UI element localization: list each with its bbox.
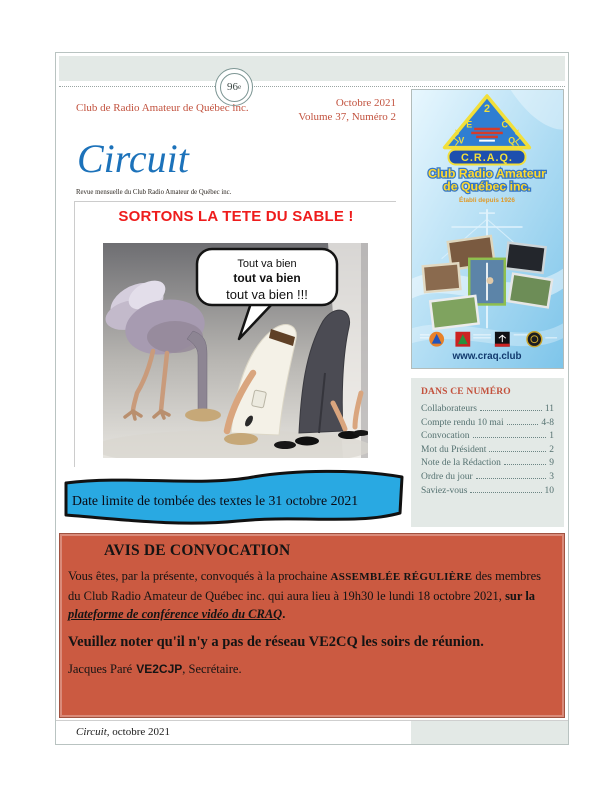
toc-item-label: Ordre du jour (421, 471, 473, 482)
poster-org-name-1: Club Radio Amateur (428, 166, 547, 181)
newsletter-subtitle: Revue mensuelle du Club Radio Amateur de Québec inc. (76, 189, 232, 196)
content-top-rule (74, 201, 396, 202)
cartoon-headline: SORTONS LA TETE DU SABLE ! (118, 208, 354, 225)
callsign-letter-2: 2 (483, 102, 491, 115)
toc-item (421, 404, 554, 414)
poster-website: www.craq.club (452, 351, 522, 363)
anniversary-badge-text: 96 e (220, 73, 249, 102)
toc-item (421, 445, 554, 455)
top-strip (59, 56, 565, 81)
toc-item (421, 458, 554, 468)
sand-mound (224, 433, 258, 445)
footer-date: octobre 2021 (109, 726, 170, 738)
toc-leader-dots (480, 410, 542, 411)
dotted-rule (59, 86, 565, 87)
toc-item-label: Saviez-vous (421, 485, 468, 496)
bubble-line-1: Tout va bien (237, 258, 297, 270)
signature-callsign: VE2CJP (136, 661, 183, 676)
toc-item-page: 10 (544, 485, 554, 496)
newsletter-page (55, 52, 569, 745)
notice-box (59, 533, 565, 718)
toc-panel (411, 378, 564, 527)
bubble-line-2: tout va bien (233, 271, 301, 285)
footer-right-panel (411, 721, 568, 744)
sand-mound (185, 409, 221, 422)
toc-leader-dots (489, 451, 546, 452)
issue-volume: Volume 37, Numéro 2 (298, 111, 396, 123)
notice-network-note: Veuillez noter qu'il n'y a pas de réseau VE2CQ les soirs de réunion. (68, 633, 484, 650)
toc-title: DANS CE NUMÉRO (421, 387, 511, 397)
toc-item-label: Mot du Président (421, 444, 487, 455)
toc-item (421, 486, 554, 496)
notice-p1-a: Vous êtes, par la présente, convoqués à la prochaine (68, 569, 331, 583)
craq-acronym: C.R.A.Q. (461, 151, 513, 164)
notice-p1-d: sur la (505, 588, 536, 603)
notice-platform-link-text: plateforme de conférence vidéo du CRAQ (68, 607, 283, 621)
poster-org-name-2: de Québec inc. (443, 179, 531, 194)
notice-paragraph (68, 567, 554, 624)
toc-item (421, 472, 554, 482)
toc-leader-dots (473, 437, 547, 438)
issue-block (236, 96, 396, 124)
toc-item (421, 431, 554, 441)
signature-role: , Secrétaire. (182, 661, 242, 676)
toc-item-label: Convocation (421, 431, 470, 442)
notice-p1-f: . (282, 607, 286, 621)
logo-dark-circle (527, 332, 542, 347)
notice-signature (68, 662, 554, 677)
newsletter-title: Circuit (77, 136, 189, 181)
craq-poster-image (412, 90, 563, 368)
toc-item-page: 3 (549, 471, 554, 482)
toc-leader-dots (504, 464, 546, 465)
toc-leader-dots (507, 424, 539, 425)
callsign-letter-v: V (458, 135, 465, 146)
toc-item-page: 4-8 (541, 417, 554, 428)
footer (56, 720, 568, 744)
toc-leader-dots (476, 478, 547, 479)
toc-item-page: 11 (544, 404, 554, 414)
content-left-rule (74, 201, 75, 467)
toc-item-page: 9 (549, 458, 554, 469)
callsign-letter-c: C (501, 119, 508, 130)
cartoon-image (103, 243, 368, 458)
footer-text (76, 726, 170, 738)
toc-item-label: Note de la Rédaction (421, 458, 501, 469)
toc-leader-dots (470, 492, 541, 493)
issue-month: Octobre 2021 (335, 97, 396, 109)
toc-item-page: 2 (549, 444, 554, 455)
toc-item-label: Compte rendu 10 mai (421, 417, 504, 428)
poster-established: Établi depuis 1926 (459, 197, 515, 205)
notice-assembly-emphasis: ASSEMBLÉE RÉGULIÈRE (330, 571, 473, 583)
toc-item (421, 418, 554, 428)
notice-p1-c: des membres du Club Radio Amateur de Québec inc. qui aura lieu à 19h30 le lundi 18 octobre 2021, (68, 569, 541, 603)
club-name: Club de Radio Amateur de Québec inc. (76, 102, 249, 114)
callsign-letter-q: Q (508, 135, 516, 146)
footer-title: Circuit, (76, 726, 110, 738)
deadline-banner (58, 465, 410, 529)
callsign-letter-e: E (466, 119, 473, 130)
signature-name: Jacques Paré (68, 661, 133, 676)
craq-poster (411, 89, 564, 369)
notice-title: AVIS DE CONVOCATION (104, 542, 291, 559)
toc-item-page: 1 (549, 431, 554, 442)
bubble-line-3: tout va bien !!! (226, 287, 308, 302)
deadline-banner-text: Date limite de tombée des textes le 31 octobre 2021 (72, 493, 359, 508)
toc-item-label: Collaborateurs (421, 404, 477, 414)
